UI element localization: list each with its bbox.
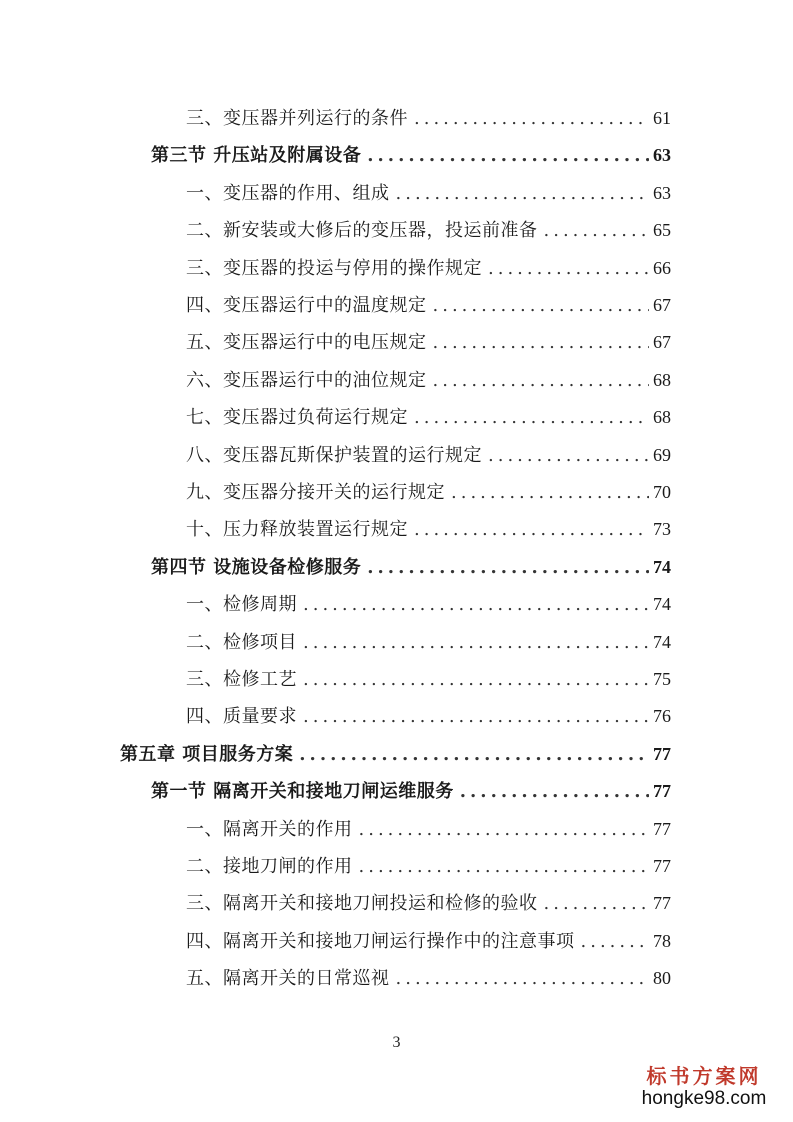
toc-item-row[interactable] (186, 889, 671, 917)
toc-page-number: 68 (653, 407, 671, 428)
toc-leader-dots (303, 591, 649, 619)
toc-entry-title: 三、变压器的投运与停用的操作规定 (186, 257, 482, 279)
page-number: 3 (392, 1034, 401, 1051)
toc-leader-dots (396, 965, 650, 993)
toc-page-number: 67 (653, 332, 671, 353)
toc-chapter-row[interactable] (120, 740, 671, 768)
toc-leader-dots (367, 142, 649, 170)
toc-leader-dots (581, 928, 650, 956)
toc-item-row[interactable] (186, 441, 671, 469)
toc-leader-dots (544, 890, 650, 918)
toc-entry-title: 四、变压器运行中的温度规定 (186, 295, 427, 316)
toc-page-number: 69 (653, 444, 671, 465)
toc-item-row[interactable] (186, 964, 671, 992)
toc-leader-dots (303, 666, 649, 694)
toc-entry-title: 四、质量要求 (186, 706, 297, 728)
toc-page-number: 74 (653, 594, 671, 615)
toc-leader-dots (303, 703, 649, 731)
toc-entry-title: 一、隔离开关的作用 (186, 818, 353, 840)
toc-item-row[interactable] (186, 852, 671, 880)
toc-leader-dots (488, 255, 649, 283)
toc-entry-title: 五、变压器运行中的电压规定 (186, 332, 427, 354)
toc-leader-dots (544, 217, 650, 245)
toc-item-row[interactable] (186, 590, 671, 618)
watermark-url: hongke98.com (641, 1088, 767, 1109)
toc-item-row[interactable] (186, 515, 671, 543)
toc-page-number: 65 (653, 220, 671, 241)
toc-page-number: 70 (653, 482, 671, 502)
toc-item-row[interactable] (186, 927, 671, 955)
toc-page-number: 75 (653, 669, 671, 689)
toc-entry-title: 七、变压器过负荷运行规定 (186, 407, 408, 429)
toc-item-row[interactable] (186, 702, 671, 730)
toc-entry-title: 二、接地刀闸的作用 (186, 856, 353, 877)
toc-item-row[interactable] (186, 366, 671, 394)
toc-page-number: 77 (653, 893, 671, 914)
toc-leader-dots (433, 292, 650, 320)
toc-page-number: 68 (653, 369, 671, 390)
toc-entry-title: 二、检修项目 (186, 631, 297, 653)
toc-entry-title: 三、隔离开关和接地刀闸投运和检修的验收 (186, 893, 538, 915)
toc-item-row[interactable] (186, 104, 671, 132)
toc-entry-title: 九、变压器分接开关的运行规定 (186, 482, 445, 503)
toc-page-number: 67 (653, 295, 671, 315)
watermark-site-name: 标书方案网 (646, 1064, 762, 1088)
toc-entry-title: 第三节 升压站及附属设备 (151, 145, 362, 167)
toc-section-row[interactable] (151, 141, 671, 169)
toc-entry-title: 一、检修周期 (186, 594, 297, 616)
toc-leader-dots (488, 442, 649, 470)
toc-leader-dots (433, 329, 650, 357)
watermark-logo (629, 1064, 779, 1110)
toc-item-row[interactable] (186, 403, 671, 431)
toc-leader-dots (359, 816, 650, 844)
toc-page-number: 78 (653, 930, 671, 951)
toc-item-row[interactable] (186, 179, 671, 207)
toc-item-row[interactable] (186, 478, 671, 506)
toc-entry-title: 第一节 隔离开关和接地刀闸运维服务 (151, 781, 454, 803)
toc-leader-dots (396, 180, 650, 208)
toc-leader-dots (414, 404, 649, 432)
toc-page-number: 66 (653, 257, 671, 278)
toc-page-number: 77 (653, 818, 671, 839)
toc-leader-dots (367, 554, 649, 582)
toc-page-number: 77 (653, 781, 671, 802)
toc-leader-dots (460, 778, 649, 806)
toc-page-number: 77 (653, 856, 671, 876)
toc-item-row[interactable] (186, 254, 671, 282)
toc-entry-title: 第四节 设施设备检修服务 (151, 556, 362, 578)
toc-item-row[interactable] (186, 665, 671, 693)
toc-page-number: 74 (653, 631, 671, 652)
toc-page-number: 80 (653, 968, 671, 989)
toc-entry-title: 十、压力释放装置运行规定 (186, 519, 408, 541)
toc-item-row[interactable] (186, 815, 671, 843)
toc-item-row[interactable] (186, 216, 671, 244)
toc-entry-title: 六、变压器运行中的油位规定 (186, 369, 427, 391)
toc-leader-dots (303, 629, 649, 657)
toc-page-number: 73 (653, 519, 671, 540)
toc-page-number: 63 (653, 182, 671, 203)
toc-page-number: 61 (653, 108, 671, 128)
toc-item-row[interactable] (186, 628, 671, 656)
toc-page-number: 77 (653, 743, 671, 764)
toc-item-row[interactable] (186, 328, 671, 356)
toc-leader-dots (451, 479, 649, 507)
toc-item-row[interactable] (186, 291, 671, 319)
toc-page-number: 76 (653, 706, 671, 727)
toc-entry-title: 三、检修工艺 (186, 669, 297, 690)
toc-page-number: 63 (653, 145, 671, 166)
toc-section-row[interactable] (151, 553, 671, 581)
toc-entry-title: 五、隔离开关的日常巡视 (186, 968, 390, 990)
toc-leader-dots (299, 741, 649, 769)
toc-entry-title: 三、变压器并列运行的条件 (186, 108, 408, 129)
toc-entry-title: 四、隔离开关和接地刀闸运行操作中的注意事项 (186, 930, 575, 952)
toc-entry-title: 一、变压器的作用、组成 (186, 182, 390, 204)
toc-section-row[interactable] (151, 777, 671, 805)
toc-entry-title: 二、新安装或大修后的变压器，投运前准备 (186, 220, 538, 242)
toc-leader-dots (414, 516, 649, 544)
toc-leader-dots (414, 105, 649, 133)
toc-entry-title: 第五章 项目服务方案 (120, 743, 294, 765)
toc-page-number: 74 (653, 556, 671, 577)
toc-entry-title: 八、变压器瓦斯保护装置的运行规定 (186, 444, 482, 466)
toc-leader-dots (433, 367, 650, 395)
toc-leader-dots (359, 853, 650, 881)
